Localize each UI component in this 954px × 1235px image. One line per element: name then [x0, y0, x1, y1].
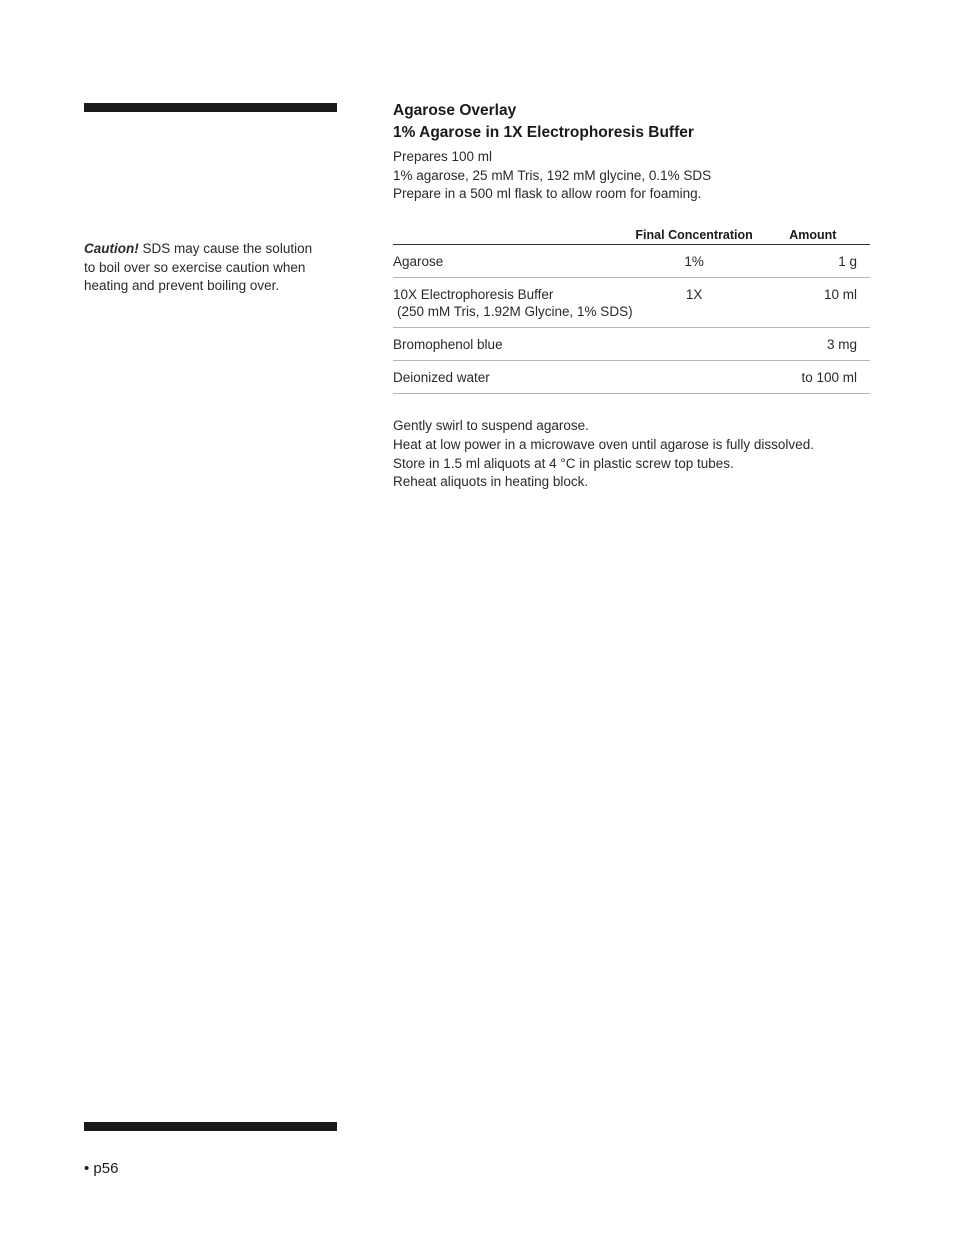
amount-cell: 3 mg	[756, 328, 870, 361]
procedure-steps	[393, 417, 870, 492]
ingredient-cell: Deionized water	[393, 361, 633, 394]
intro-line: Prepares 100 ml	[393, 149, 493, 164]
top-divider-bar	[84, 103, 337, 112]
amount-cell: 10 ml	[756, 278, 870, 328]
recipe-table	[393, 228, 870, 394]
step-line: Heat at low power in a microwave oven until agarose is fully dissolved.	[393, 436, 814, 452]
header-ingredient	[393, 228, 633, 245]
intro-text	[393, 148, 870, 204]
section-subtitle: 1% Agarose in 1X Electrophoresis Buffer	[393, 124, 694, 141]
ingredient-cell	[393, 278, 633, 328]
ingredient-cell: Bromophenol blue	[393, 328, 633, 361]
ingredient-name: 10X Electrophoresis Buffer	[393, 287, 554, 303]
intro-line: 1% agarose, 25 mM Tris, 192 mM glycine, 0.1% SDS	[393, 167, 712, 183]
step-line: Store in 1.5 ml aliquots at 4 °C in plastic screw top tubes.	[393, 455, 734, 471]
concentration-cell	[633, 361, 756, 394]
amount-cell: 1 g	[756, 245, 870, 278]
concentration-cell: 1X	[633, 278, 756, 328]
header-amount: Amount	[756, 228, 870, 245]
ingredient-cell: Agarose	[393, 245, 633, 278]
amount-cell: to 100 ml	[756, 361, 870, 394]
caution-text: SDS may cause the solution to boil over so exercise caution when heating and prevent boiling over.	[84, 241, 313, 293]
step-line: Gently swirl to suspend agarose.	[393, 418, 589, 434]
caution-label: Caution!	[84, 241, 139, 256]
bottom-divider-bar	[84, 1122, 337, 1131]
table-row	[393, 328, 870, 361]
caution-note	[84, 240, 324, 296]
table-row	[393, 245, 870, 278]
table-row	[393, 361, 870, 394]
step-line: Reheat aliquots in heating block.	[393, 474, 589, 490]
section-title: Agarose Overlay	[393, 102, 517, 119]
concentration-cell: 1%	[633, 245, 756, 278]
header-final-concentration: Final Concentration	[633, 228, 756, 245]
main-content	[393, 100, 870, 492]
table-row	[393, 278, 870, 328]
page-number: • p56	[84, 1160, 119, 1177]
ingredient-subtext: (250 mM Tris, 1.92M Glycine, 1% SDS)	[397, 304, 633, 320]
intro-line: Prepare in a 500 ml flask to allow room for foaming.	[393, 186, 702, 202]
table-header-row	[393, 228, 870, 245]
concentration-cell	[633, 328, 756, 361]
